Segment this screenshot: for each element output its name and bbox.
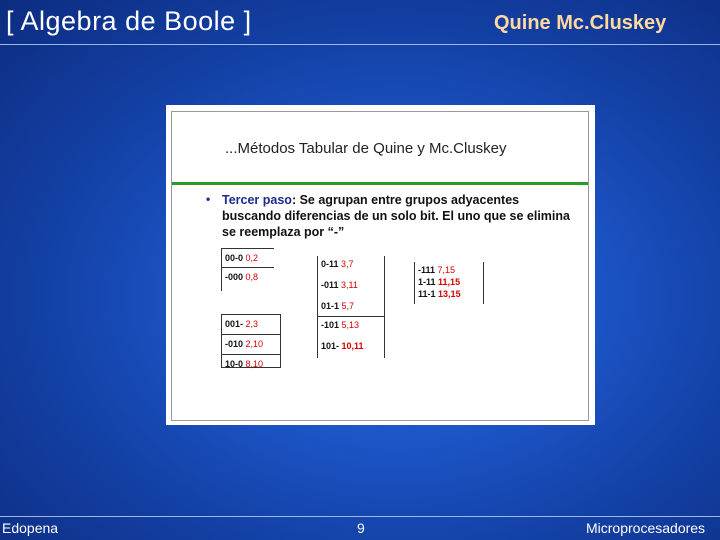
table-row: 00-0 0,2 [225,253,259,263]
page-title: [ Algebra de Boole ] [6,6,252,36]
table-row: -101 5,13 [321,320,360,330]
table-row: 001- 2,3 [225,319,259,329]
table-row: 11-1 13,15 [418,289,461,299]
table-row: -011 3,11 [321,280,358,290]
group-table-4 [317,316,385,358]
footer-course: Microprocesadores [586,520,706,536]
table-row: 10-0 8,10 [225,359,264,369]
slide-title: ...Métodos Tabular de Quine y Mc.Cluskey [225,140,507,157]
group-table-2 [221,314,281,368]
table-row: -111 7,15 [418,265,456,275]
group-table-3 [317,256,385,317]
table-row: -000 0,8 [225,272,259,282]
group-table-5 [414,262,484,304]
bullet-text [222,192,572,240]
page-subtitle: Quine Mc.Cluskey [494,12,667,34]
table-row: 01-1 5,7 [321,301,355,311]
footer-author: Edopena [2,520,59,536]
step-label: Tercer paso [222,193,292,207]
table-row: 1-11 11,15 [418,277,461,287]
table-row: 101- 10,11 [321,341,364,351]
bullet-icon: • [206,192,211,206]
slide-image [166,105,595,425]
slide-panel [171,111,589,421]
page-number: 9 [357,520,365,536]
step-description: : Se agrupan entre grupos adyacentes buscando diferencias de un solo bit. El uno que se elimina se reemplaza por “-” [222,193,570,239]
group-table-1 [221,248,274,291]
table-row: -010 2,10 [225,339,264,349]
footer-divider [0,516,720,517]
title-divider [172,182,588,185]
table-row: 0-11 3,7 [321,259,354,269]
header-divider [0,44,720,45]
